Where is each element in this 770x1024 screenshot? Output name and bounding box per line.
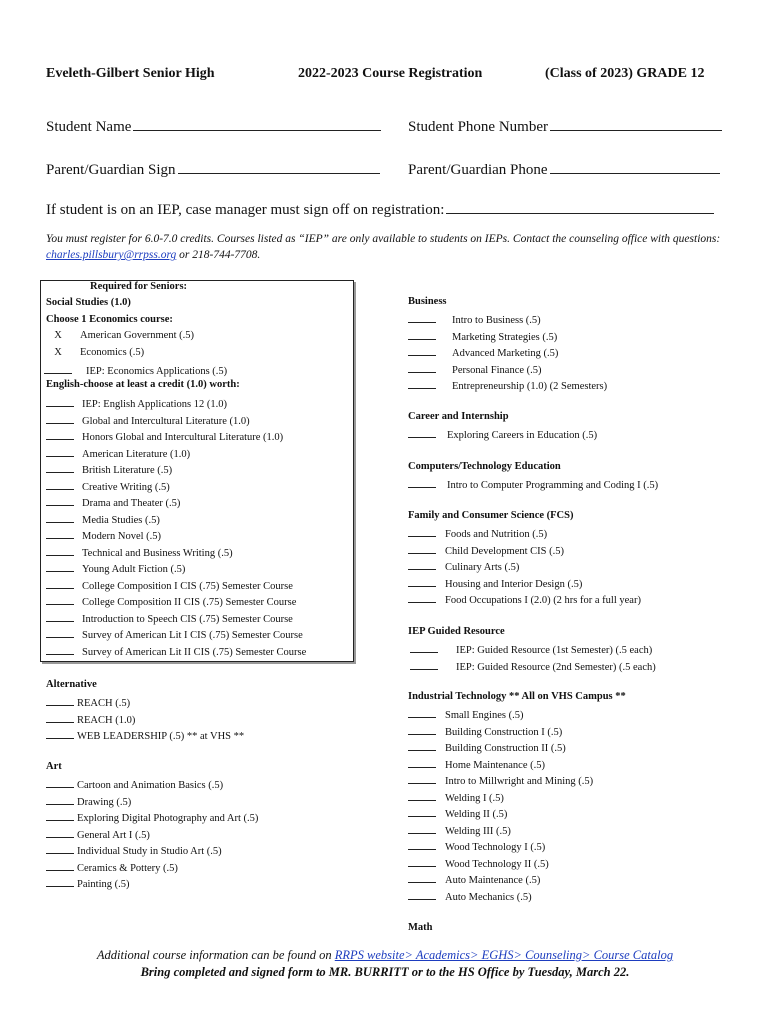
selection-blank[interactable]	[408, 856, 436, 867]
selection-blank[interactable]	[46, 396, 74, 407]
student-phone-line[interactable]	[550, 116, 722, 131]
course-label: REACH (.5)	[77, 698, 131, 709]
course-label: Exploring Digital Photography and Art (.5)	[77, 813, 259, 824]
selection-mark[interactable]: X	[54, 346, 62, 358]
course-label: Individual Study in Studio Art (.5)	[77, 846, 222, 857]
student-name-field[interactable]	[46, 116, 381, 136]
computers-heading: Computers/Technology Education	[408, 461, 561, 472]
selection-blank[interactable]	[408, 790, 436, 801]
course-row[interactable]	[408, 839, 545, 853]
course-label: Young Adult Fiction (.5)	[82, 564, 186, 575]
course-row[interactable]	[46, 446, 190, 460]
course-label: Survey of American Lit II CIS (.75) Semester Course	[82, 646, 307, 658]
selection-blank[interactable]	[408, 312, 436, 323]
course-row[interactable]	[408, 559, 519, 573]
selection-blank[interactable]	[408, 559, 436, 570]
selection-blank[interactable]	[410, 642, 438, 653]
iep-signoff-line[interactable]	[446, 199, 714, 214]
footer-instructions: Bring completed and signed form to MR. BURRITT or to the HS Office by Tuesday, March 22.	[140, 965, 630, 979]
note-text: You must register for 6.0-7.0 credits. Courses listed as “IEP” are only available to students on IEPs. Contact the counseling office with questions:	[46, 233, 721, 245]
course-row[interactable]	[46, 495, 180, 509]
course-label: Survey of American Lit I CIS (.75) Semester Course	[82, 630, 303, 641]
course-row[interactable]	[46, 594, 296, 608]
course-label: Economics (.5)	[80, 346, 145, 358]
course-row[interactable]	[46, 528, 161, 542]
parent-sign-field[interactable]	[46, 159, 380, 179]
grade-label: (Class of 2023) GRADE 12	[545, 66, 705, 81]
course-label: REACH (1.0)	[77, 714, 136, 726]
selection-blank[interactable]	[408, 740, 436, 751]
course-label: IEP: Economics Applications (.5)	[86, 366, 228, 377]
selection-blank[interactable]	[46, 843, 74, 854]
selection-blank[interactable]	[408, 839, 436, 850]
counselor-email-link[interactable]: charles.pillsbury@rrpss.org	[46, 249, 177, 261]
selection-blank[interactable]	[410, 659, 438, 670]
course-row[interactable]	[408, 329, 557, 343]
parent-phone-field[interactable]	[408, 159, 720, 179]
course-row[interactable]	[408, 592, 641, 606]
selection-blank[interactable]	[46, 512, 74, 523]
iep-signoff-field[interactable]	[46, 199, 714, 219]
course-row[interactable]	[46, 611, 293, 625]
course-row[interactable]	[46, 794, 131, 808]
course-label: Child Development CIS (.5)	[445, 545, 564, 557]
selection-mark[interactable]: X	[54, 330, 62, 341]
course-row[interactable]	[46, 627, 303, 641]
selection-blank[interactable]	[408, 889, 436, 900]
selection-blank[interactable]	[46, 479, 74, 490]
selection-blank[interactable]	[46, 810, 74, 821]
selection-blank[interactable]	[408, 707, 436, 718]
business-heading: Business	[408, 296, 447, 307]
selection-blank[interactable]	[46, 611, 74, 622]
course-row[interactable]	[46, 695, 130, 709]
course-row[interactable]	[46, 777, 223, 791]
course-row[interactable]	[46, 479, 170, 493]
course-row[interactable]	[408, 362, 542, 376]
registration-note	[46, 231, 726, 263]
course-label: Small Engines (.5)	[445, 710, 524, 721]
student-phone-field[interactable]	[408, 116, 722, 136]
course-label: Food Occupations I (2.0) (2 hrs for a full year)	[445, 595, 641, 606]
student-name-line[interactable]	[133, 116, 381, 131]
student-name-label: Student Name	[46, 119, 132, 135]
course-label: IEP: Guided Resource (2nd Semester) (.5 each)	[456, 661, 656, 673]
course-row[interactable]	[408, 872, 540, 886]
selection-blank[interactable]	[44, 363, 72, 374]
course-row[interactable]	[410, 642, 652, 656]
course-row[interactable]	[408, 707, 523, 721]
course-label: College Composition II CIS (.75) Semester Course	[82, 597, 297, 608]
course-row[interactable]	[46, 712, 135, 726]
selection-blank[interactable]	[46, 712, 74, 723]
selection-blank[interactable]	[408, 592, 436, 603]
course-row[interactable]	[44, 363, 227, 377]
course-label: WEB LEADERSHIP (.5) ** at VHS **	[77, 731, 245, 742]
selection-blank[interactable]	[408, 576, 436, 587]
course-label: Painting (.5)	[77, 879, 130, 890]
note-tail: or 218-744-7708.	[176, 249, 261, 261]
course-label: Cartoon and Animation Basics (.5)	[77, 780, 224, 791]
selection-blank[interactable]	[408, 543, 436, 554]
course-label: Home Maintenance (.5)	[445, 759, 546, 771]
course-label: Welding II (.5)	[445, 809, 508, 820]
course-label: Advanced Marketing (.5)	[452, 348, 559, 359]
course-row[interactable]	[408, 724, 562, 738]
course-row[interactable]	[408, 856, 549, 870]
course-label: Wood Technology I (.5)	[445, 842, 546, 853]
course-row[interactable]	[408, 806, 507, 820]
course-label: Wood Technology II (.5)	[445, 858, 549, 870]
course-label: Welding III (.5)	[445, 825, 511, 837]
selection-blank[interactable]	[46, 429, 74, 440]
course-row[interactable]	[46, 462, 172, 476]
course-row[interactable]	[46, 827, 150, 841]
selection-blank[interactable]	[46, 594, 74, 605]
footer-info-text: Additional course information can be found on	[96, 948, 335, 962]
course-row[interactable]	[408, 757, 545, 771]
selection-blank[interactable]	[46, 462, 74, 473]
selection-blank[interactable]	[408, 806, 436, 817]
course-label: Exploring Careers in Education (.5)	[447, 430, 598, 441]
course-label: General Art I (.5)	[77, 829, 150, 841]
course-label: Intro to Computer Programming and Coding I (.5)	[447, 480, 659, 491]
selection-blank[interactable]	[46, 627, 74, 638]
selection-blank[interactable]	[408, 329, 436, 340]
social-studies-heading: Social Studies (1.0)	[46, 297, 131, 308]
course-row[interactable]	[46, 810, 258, 824]
selection-blank[interactable]	[46, 561, 74, 572]
course-label: Personal Finance (.5)	[452, 364, 542, 376]
selection-blank[interactable]	[408, 823, 436, 834]
course-label: Intro to Millwright and Mining (.5)	[445, 776, 594, 787]
course-row[interactable]	[410, 659, 656, 673]
selection-blank[interactable]	[46, 777, 74, 788]
iep-signoff-label: If student is on an IEP, case manager must sign off on registration:	[46, 202, 445, 218]
course-label: Global and Intercultural Literature (1.0)	[82, 415, 250, 427]
course-row[interactable]	[408, 823, 511, 837]
course-row[interactable]	[46, 545, 233, 559]
career-heading: Career and Internship	[408, 411, 509, 422]
selection-blank[interactable]	[46, 794, 74, 805]
course-catalog-link[interactable]: RRPS website> Academics> EGHS> Counseling> Course Catalog	[334, 948, 674, 962]
course-label: Creative Writing (.5)	[82, 481, 170, 493]
course-row[interactable]	[46, 429, 283, 443]
course-row[interactable]	[408, 543, 564, 557]
english-heading: English-choose at least a credit (1.0) worth:	[46, 379, 240, 390]
selection-blank[interactable]	[408, 872, 436, 883]
fcs-heading: Family and Consumer Science (FCS)	[408, 510, 574, 521]
course-row[interactable]	[46, 561, 185, 575]
school-name: Eveleth-Gilbert Senior High	[46, 66, 215, 81]
course-label: IEP: English Applications 12 (1.0)	[82, 399, 227, 410]
course-label: Drawing (.5)	[77, 796, 132, 808]
selection-blank[interactable]	[408, 345, 436, 356]
course-label: Entrepreneurship (1.0) (2 Semesters)	[452, 381, 608, 392]
course-label: Welding I (.5)	[445, 792, 504, 804]
selection-blank[interactable]	[46, 545, 74, 556]
course-label: American Literature (1.0)	[82, 448, 191, 460]
course-label: Intro to Business (.5)	[452, 315, 541, 326]
selection-blank[interactable]	[408, 757, 436, 768]
course-row[interactable]	[408, 740, 566, 754]
course-label: Media Studies (.5)	[82, 514, 160, 526]
course-row[interactable]	[408, 378, 607, 392]
course-row[interactable]	[46, 578, 293, 592]
selection-blank[interactable]	[46, 876, 74, 887]
selection-blank[interactable]	[46, 528, 74, 539]
course-row[interactable]	[408, 312, 541, 326]
course-row[interactable]	[408, 477, 658, 491]
course-label: American Government (.5)	[80, 330, 194, 341]
course-row[interactable]	[46, 876, 130, 890]
selection-blank[interactable]	[46, 695, 74, 706]
course-row[interactable]	[408, 345, 558, 359]
course-label: Technical and Business Writing (.5)	[82, 547, 233, 559]
course-label: Auto Maintenance (.5)	[445, 875, 541, 886]
selection-blank[interactable]	[46, 578, 74, 589]
math-heading: Math	[408, 922, 433, 933]
selection-blank[interactable]	[408, 773, 436, 784]
course-label: British Literature (.5)	[82, 465, 173, 476]
course-row[interactable]	[46, 860, 178, 874]
selection-blank[interactable]	[408, 724, 436, 735]
course-row[interactable]	[408, 889, 532, 903]
course-label: Modern Novel (.5)	[82, 531, 162, 542]
course-label: Marketing Strategies (.5)	[452, 331, 558, 343]
parent-sign-label: Parent/Guardian Sign	[46, 162, 176, 178]
economics-heading: Choose 1 Economics course:	[46, 314, 173, 325]
art-heading: Art	[46, 761, 62, 772]
footer-info	[0, 948, 770, 963]
parent-phone-line[interactable]	[550, 159, 720, 174]
course-label: Foods and Nutrition (.5)	[445, 529, 548, 540]
course-row[interactable]	[46, 728, 244, 742]
course-row[interactable]	[46, 413, 250, 427]
selection-blank[interactable]	[46, 413, 74, 424]
course-row[interactable]	[46, 512, 160, 526]
selection-blank[interactable]	[46, 860, 74, 871]
course-label: Honors Global and Intercultural Literature (1.0)	[82, 432, 284, 443]
selection-blank[interactable]	[408, 477, 436, 488]
course-label: IEP: Guided Resource (1st Semester) (.5 each)	[456, 645, 653, 656]
course-label: Building Construction I (.5)	[445, 726, 563, 738]
course-label: College Composition I CIS (.75) Semester Course	[82, 580, 293, 592]
selection-blank[interactable]	[46, 644, 74, 655]
iep-guided-heading: IEP Guided Resource	[408, 626, 505, 637]
selection-blank[interactable]	[408, 362, 436, 373]
selection-blank[interactable]	[46, 728, 74, 739]
selection-blank[interactable]	[46, 827, 74, 838]
course-label: Building Construction II (.5)	[445, 743, 566, 754]
parent-sign-line[interactable]	[178, 159, 380, 174]
course-label: Ceramics & Pottery (.5)	[77, 862, 178, 874]
course-row[interactable]	[408, 427, 597, 441]
selection-blank[interactable]	[408, 526, 436, 537]
course-row[interactable]	[408, 790, 504, 804]
selection-blank[interactable]	[408, 427, 436, 438]
course-row[interactable]	[408, 576, 582, 590]
selection-blank[interactable]	[46, 495, 74, 506]
required-title: Required for Seniors:	[90, 281, 188, 292]
course-label: Auto Mechanics (.5)	[445, 891, 532, 903]
course-row[interactable]	[46, 843, 222, 857]
course-row[interactable]	[44, 347, 144, 358]
parent-phone-label: Parent/Guardian Phone	[408, 162, 548, 178]
course-label: Drama and Theater (.5)	[82, 498, 181, 509]
form-title: 2022-2023 Course Registration	[298, 66, 483, 81]
selection-blank[interactable]	[408, 378, 436, 389]
course-row[interactable]	[46, 644, 306, 658]
student-phone-label: Student Phone Number	[408, 119, 548, 135]
industrial-heading: Industrial Technology ** All on VHS Campus **	[408, 691, 626, 702]
course-row[interactable]	[44, 330, 194, 341]
course-label: Culinary Arts (.5)	[445, 562, 520, 573]
alternative-heading: Alternative	[46, 679, 97, 690]
selection-blank[interactable]	[46, 446, 74, 457]
course-row[interactable]	[408, 526, 547, 540]
course-row[interactable]	[408, 773, 593, 787]
course-label: Introduction to Speech CIS (.75) Semester Course	[82, 613, 293, 625]
course-label: Housing and Interior Design (.5)	[445, 578, 583, 590]
course-row[interactable]	[46, 396, 227, 410]
